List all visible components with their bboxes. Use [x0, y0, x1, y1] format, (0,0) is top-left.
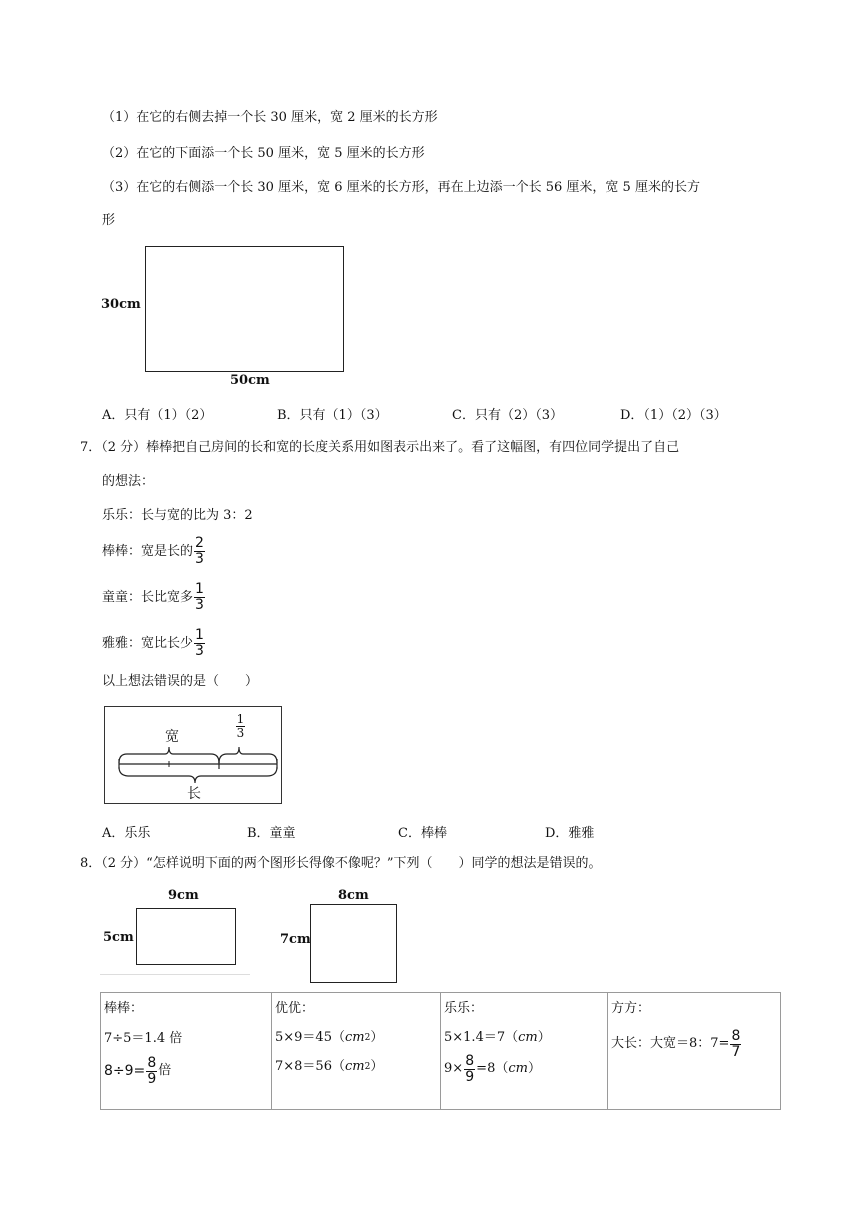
q7-option-a[interactable]: A．乐乐	[102, 826, 151, 841]
student-name: 乐乐：	[444, 1001, 484, 1016]
numerator: 8	[465, 1052, 475, 1069]
numerator: 2	[195, 535, 204, 551]
opinion-text: 棒棒：宽是长的	[102, 544, 194, 559]
exponent: 2	[364, 1062, 371, 1072]
cell-bangbang	[101, 993, 272, 1110]
unit: cm	[508, 1061, 528, 1076]
denominator: 9	[465, 1068, 475, 1085]
q6-choice-line-2: （2）在它的下面添一个长 50 厘米，宽 5 厘米的长方形	[102, 146, 425, 161]
q6-option-c[interactable]: C．只有（2）（3）	[452, 408, 563, 423]
expr: 5×9＝45（	[275, 1030, 345, 1045]
expr-suffix: ）	[537, 1030, 551, 1045]
q6-option-a[interactable]: A．只有（1）（2）	[102, 408, 213, 423]
q7-fraction-label	[235, 713, 246, 740]
cell-lele	[441, 993, 608, 1110]
calc-line-1	[444, 1023, 604, 1053]
expr: 7×8＝56（	[275, 1059, 345, 1074]
q6-rectangle	[145, 246, 344, 372]
denominator: 3	[195, 597, 204, 613]
unit: cm	[518, 1030, 538, 1045]
width-label: 8cm	[338, 888, 369, 903]
q7-opinion-yaya	[102, 628, 206, 659]
student-name: 棒棒：	[104, 1001, 144, 1016]
fraction	[146, 1056, 157, 1087]
expr-suffix: ）	[370, 1030, 384, 1045]
calc-line-2	[104, 1055, 268, 1087]
numerator: 1	[236, 712, 245, 726]
q6-option-b[interactable]: B．只有（1）（3）	[277, 408, 388, 423]
fraction	[730, 1029, 741, 1060]
numerator: 8	[731, 1027, 741, 1044]
opinion-text: 童童：长比宽多	[102, 590, 194, 605]
fraction	[194, 628, 205, 659]
q6-choice-line-3: （3）在它的右侧添一个长 30 厘米，宽 6 厘米的长方形，再在上边添一个长 56 厘米，宽 5 厘米的长方	[102, 180, 700, 195]
q7-stem-line-2: 的想法：	[102, 474, 155, 489]
expr: 5×1.4＝7（	[444, 1030, 519, 1045]
expr: 9×	[444, 1061, 464, 1076]
denominator: 3	[195, 643, 204, 659]
q7-length-width-diagram	[104, 706, 282, 804]
q6-choice-line-4: 形	[102, 213, 116, 228]
q6-rectangle-figure	[98, 240, 358, 390]
rectangle	[136, 908, 236, 965]
expr-suffix: ）	[527, 1061, 541, 1076]
height-label: 5cm	[103, 930, 134, 945]
student-name: 方方：	[611, 1001, 651, 1016]
calc-line-2	[275, 1053, 437, 1081]
q8-rectangle-8x7	[278, 884, 428, 984]
q7-length-label: 长	[187, 786, 201, 802]
calc-line-1: 7÷5＝1.4 倍	[104, 1031, 183, 1046]
denominator: 3	[236, 726, 245, 740]
denominator: 3	[195, 551, 204, 567]
q7-opinion-bangbang	[102, 536, 206, 567]
q6-height-label: 30cm	[101, 297, 141, 312]
calc-line-1	[275, 1023, 437, 1053]
numerator: 1	[195, 581, 204, 597]
expr: 8÷9=	[104, 1063, 146, 1079]
expr-suffix: ）	[370, 1059, 384, 1074]
table-row	[101, 993, 781, 1110]
q8-rectangle-9x5	[100, 884, 250, 975]
q6-width-label: 50cm	[230, 373, 270, 388]
fraction	[194, 536, 205, 567]
q6-choice-line-1: （1）在它的右侧去掉一个长 30 厘米，宽 2 厘米的长方形	[102, 110, 438, 125]
q7-width-label: 宽	[165, 729, 179, 745]
q7-stem-line-1: 7．（2 分）棒棒把自己房间的长和宽的长度关系用如图表示出来了。看了这幅图，有四位同学提出了自己	[80, 440, 680, 455]
cell-fangfang	[608, 993, 781, 1110]
fraction	[464, 1054, 475, 1085]
numerator: 1	[195, 627, 204, 643]
q7-option-d[interactable]: D．雅雅	[545, 826, 595, 841]
q6-option-d[interactable]: D．（1）（2）（3）	[620, 408, 727, 423]
q7-option-b[interactable]: B．童童	[247, 826, 296, 841]
q8-stem: 8．（2 分）“怎样说明下面的两个图形长得像不像呢？”下列（ ）同学的想法是错误的。	[80, 856, 602, 871]
q7-question: 以上想法错误的是（ ）	[102, 674, 259, 689]
denominator: 9	[147, 1070, 157, 1087]
expr: 大长：大宽＝8：7=	[611, 1036, 730, 1051]
width-label: 9cm	[168, 888, 199, 903]
height-label: 7cm	[280, 932, 311, 947]
opinion-text: 乐乐：长与宽的比为 3：2	[102, 508, 253, 523]
opinion-text: 雅雅：宽比长少	[102, 636, 194, 651]
calc-line-2	[444, 1053, 604, 1085]
numerator: 8	[147, 1054, 157, 1071]
expr-suffix: 倍	[158, 1063, 172, 1078]
denominator: 7	[731, 1043, 741, 1060]
exponent: 2	[364, 1033, 371, 1043]
q8-answer-table	[100, 992, 781, 1110]
fraction	[194, 582, 205, 613]
q7-opinion-lele	[102, 508, 253, 524]
q7-option-c[interactable]: C．棒棒	[398, 826, 447, 841]
expr-mid: =8（	[476, 1061, 509, 1076]
q7-opinion-tongtong	[102, 582, 206, 613]
unit: cm	[344, 1059, 365, 1074]
student-name: 优优：	[275, 1001, 315, 1016]
cell-youyou	[272, 993, 441, 1110]
rectangle	[310, 904, 397, 983]
calc-line-1	[611, 1023, 777, 1065]
unit: cm	[344, 1030, 365, 1045]
